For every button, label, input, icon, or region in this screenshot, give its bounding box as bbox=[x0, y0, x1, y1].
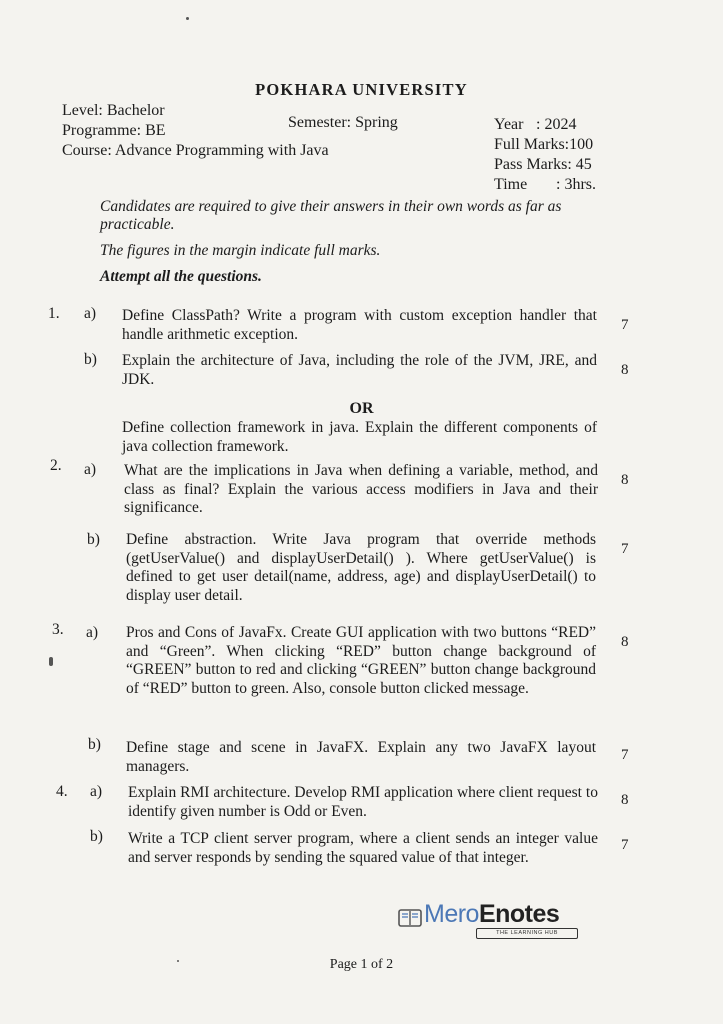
university-title: POKHARA UNIVERSITY bbox=[255, 80, 468, 99]
part-label: b) bbox=[87, 531, 100, 548]
year-row bbox=[494, 115, 596, 135]
semester-text: Semester: Spring bbox=[288, 114, 398, 131]
question-text: Pros and Cons of JavaFx. Create GUI application with two buttons “RED” and “Green”. When clicking “RED” button change background of “GREEN” button to red and clicking “GREEN” button change background of “RED” button to green. Also, console button clicked message. bbox=[126, 624, 596, 697]
part-label: b) bbox=[84, 351, 97, 368]
year-label: Year bbox=[494, 116, 524, 133]
part-label: a) bbox=[90, 783, 103, 800]
instructions-block bbox=[100, 198, 600, 294]
or-separator: OR bbox=[349, 400, 374, 417]
instruction-1: Candidates are required to give their answers in their own words as far as practicable. bbox=[100, 198, 562, 233]
instruction-2: The figures in the margin indicate full marks. bbox=[100, 242, 381, 259]
book-icon bbox=[398, 906, 422, 928]
question-number: 3. bbox=[52, 621, 64, 638]
question-marks: 7 bbox=[621, 747, 629, 763]
question-text: Write a TCP client server program, where a client sends an integer value and server responds by sending the squared value of that integer. bbox=[128, 830, 598, 866]
programme-text: Programme: BE bbox=[62, 122, 166, 139]
question-marks: 8 bbox=[621, 792, 629, 808]
instruction-3: Attempt all the questions. bbox=[100, 268, 262, 285]
page-footer: Page 1 of 2 bbox=[329, 957, 394, 972]
question-marks: 7 bbox=[621, 837, 629, 853]
pass-marks-text: Pass Marks: 45 bbox=[494, 156, 592, 173]
scan-speck bbox=[49, 657, 53, 666]
question-number: 1. bbox=[48, 305, 60, 322]
time-label: Time bbox=[494, 176, 528, 193]
question-marks: 8 bbox=[621, 362, 629, 378]
question-text: Explain the architecture of Java, including the role of the JVM, JRE, and JDK. bbox=[122, 352, 597, 388]
question-marks: 8 bbox=[621, 634, 629, 650]
meroenotes-logo bbox=[398, 898, 583, 948]
logo-enotes: Enotes bbox=[478, 900, 560, 928]
question-text: What are the implications in Java when defining a variable, method, and class as final? Explain the various access modifiers in Java and their significance. bbox=[124, 462, 598, 516]
question-number: 4. bbox=[56, 783, 68, 800]
question-text: Define abstraction. Write Java program that override methods (getUserValue() and displayUserDetail() ). Where getUserValue() is defined to get user detail(name, address, age) and displayUserDetail() to display user detail. bbox=[126, 531, 596, 604]
level-text: Level: Bachelor bbox=[62, 102, 165, 119]
course-text: Course: Advance Programming with Java bbox=[62, 142, 329, 159]
question-text: Explain RMI architecture. Develop RMI application where client request to identify given number is Odd or Even. bbox=[128, 784, 598, 820]
part-label: a) bbox=[86, 624, 99, 641]
part-label: b) bbox=[88, 736, 101, 753]
part-label: a) bbox=[84, 305, 97, 322]
question-marks: 7 bbox=[621, 317, 629, 333]
question-text: Define stage and scene in JavaFX. Explain any two JavaFX layout managers. bbox=[126, 739, 596, 775]
or-question-text: Define collection framework in java. Explain the different components of java collection framework. bbox=[122, 419, 597, 455]
full-marks-text: Full Marks:100 bbox=[494, 136, 594, 153]
time-value: : 3hrs. bbox=[556, 176, 596, 193]
scan-speck bbox=[186, 17, 189, 20]
question-marks: 7 bbox=[621, 541, 629, 557]
question-text: Define ClassPath? Write a program with custom exception handler that handle arithmetic exception. bbox=[122, 307, 597, 343]
logo-mero: Mero bbox=[424, 900, 479, 928]
part-label: a) bbox=[84, 461, 97, 478]
logo-wordmark bbox=[424, 900, 559, 929]
logo-tagline: THE LEARNING HUB bbox=[476, 928, 578, 939]
question-number: 2. bbox=[50, 457, 62, 474]
header-right-block bbox=[494, 115, 596, 195]
time-row bbox=[494, 175, 596, 195]
part-label: b) bbox=[90, 828, 103, 845]
year-value: : 2024 bbox=[536, 116, 577, 133]
scan-speck bbox=[177, 960, 179, 962]
question-marks: 8 bbox=[621, 472, 629, 488]
